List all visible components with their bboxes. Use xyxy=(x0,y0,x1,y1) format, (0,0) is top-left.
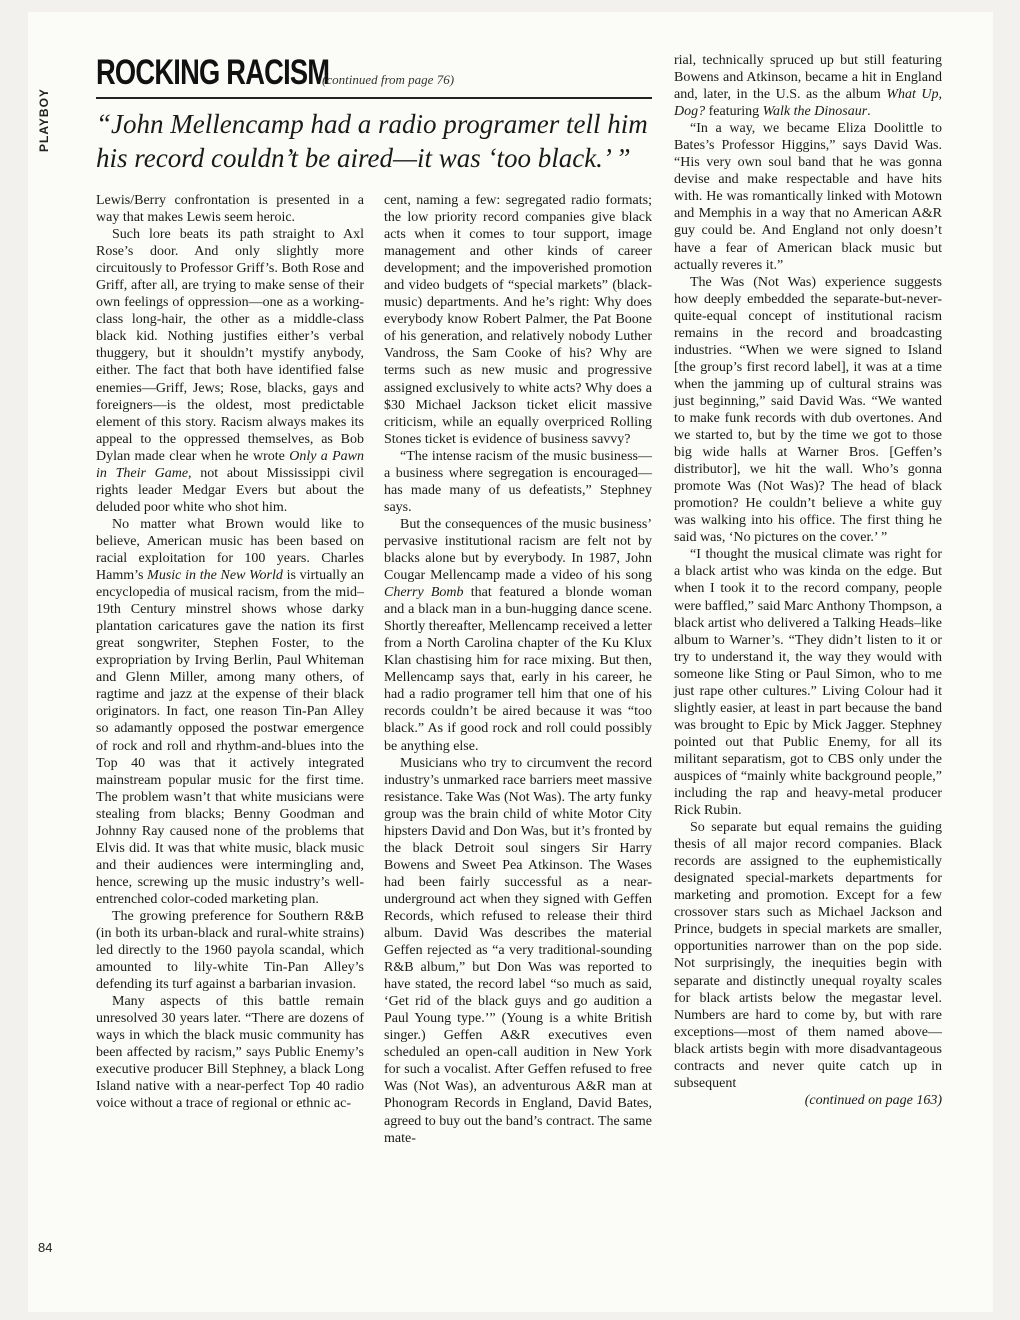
article-paragraph xyxy=(674,274,942,547)
italic-title-text: Walk the Dinosaur xyxy=(762,104,868,120)
paragraph-text: , not about Mississippi civil rights leader Medgar Evers but about the deluded poor white who shot him. xyxy=(96,465,364,515)
paragraph-text: But the consequences of the music business’ pervasive institutional racism are felt not by blacks alone but by everybody. In 1987, John Cougar Mellencamp made a video of his song xyxy=(384,516,652,584)
paragraph-text: that featured a blonde woman and a black man in a bun-hugging dance scene. Shortly thereafter, Mellencamp received a letter from a North Carolina chapter of the Ku Klux Klan chastising him for race mixing. But then, Mellencamp says that, early in his career, he had a radio programer tell him that one of his records couldn’t be aired because it was “too black.” As if good rock and roll could possibly be anything else. xyxy=(384,585,652,754)
italic-title-text: Cherry Bomb xyxy=(384,585,464,601)
article-paragraph xyxy=(96,908,364,993)
article-paragraph xyxy=(674,120,942,273)
paragraph-text: Lewis/Berry confrontation is presented in a way that makes Lewis seem heroic. xyxy=(96,193,364,226)
paragraph-text: So separate but equal remains the guiding thesis of all major record companies. Black records are assigned to the euphemistically designated special-markets departments for marketing and promotion. Except for a few crossover stars such as Michael Jackson and Prince, budgets in special markets are smaller, opportunities narrower than on the pop side. Not surprisingly, the inequities begin with separate and distinctly unequal royalty scales for black artists below the megastar level. Numbers are hard to come by, but with rare exceptions—most of them named above—black artists begin with more disadvantageous contracts and never quite catch up in subsequent xyxy=(674,820,942,1091)
text-column-3 xyxy=(674,52,942,1109)
magazine-name-vertical: PLAYBOY xyxy=(37,88,51,152)
paragraph-text: Many aspects of this battle remain unresolved 30 years later. “There are dozens of ways in which the black music community has been affected by racism,” says Public Enemy’s executive producer Bill Stephney, a black Long Island native with a near-perfect Top 40 radio voice without a trace of regional or ethnic ac- xyxy=(96,994,364,1112)
page-number: 84 xyxy=(38,1240,53,1255)
continued-from-note: (continued from page 76) xyxy=(322,72,455,87)
paragraph-text: Such lore beats its path straight to Axl Rose’s door. And only slightly more circuitously to Professor Griff’s. Both Rose and Griff, after all, are trying to make sense of their own feelings of oppression—one as a working-class long-hair, the other as a middle-class black kid. Nothing justifies either’s verbal thuggery, but it shouldn’t mystify anybody, either. The fact that both have identified false enemies—Griff, Jews; Rose, blacks, gays and foreigners—is the oldest, most predictable element of this story. Racism always makes its appeal to the oppressed themselves, as Bob Dylan made clear when he wrote xyxy=(96,227,364,464)
italic-title-text: What Up, Dog? xyxy=(674,87,942,120)
paragraph-text: rial, technically spruced up but still featuring Bowens and Atkinson, became a hit in England and, later, in the U.S. as the album xyxy=(674,53,942,103)
article-paragraph xyxy=(674,52,942,120)
pull-quote: “John Mellencamp had a radio programer tell him his record couldn’t be aired—it was ‘too black.’ ” xyxy=(96,109,648,173)
article-paragraph xyxy=(674,546,942,819)
paragraph-text: . xyxy=(867,104,871,120)
paragraph-text: is virtually an encyclopedia of musical racism, from the mid–19th Century minstrel shows whose darky plantation caricatures gave the nation its first great songwriter, Stephen Foster, to the expropriation by Irving Berlin, Paul Whiteman and Glenn Miller, among many others, of ragtime and jazz at the expense of their black originators. In fact, one reason Tin-Pan Alley so adamantly opposed the postwar emergence of rock and roll and rhythm-and-blues into the Top 40 was that it actively integrated mainstream popular music for the first time. The problem wasn’t that white musicians were stealing from blacks; Benny Goodman and Johnny Ray caused none of the problems that Elvis did. It was that white music, black music and their audiences were intermingling and, hence, screwing up the music industry’s well-entrenched color-coded marketing plan. xyxy=(96,568,364,907)
paragraph-text: “The intense racism of the music business—a business where segregation is encouraged—has made many of us defeatists,” Stephney says. xyxy=(384,448,652,515)
text-column-1 xyxy=(96,192,364,1113)
italic-title-text: Music in the New World xyxy=(147,568,283,584)
article-paragraph xyxy=(96,993,364,1112)
article-paragraph xyxy=(96,516,364,908)
paragraph-text: The Was (Not Was) experience suggests how deeply embedded the separate-but-never-quite-equal concept of institutional racism remains in the record and broadcasting industries. “When we were signed to Island [the group’s first record label], it was at a time when the jamming up of cultural strains was just beginning,” said David Was. “We wanted to make funk records with dub overtones. And we started to, but by the time we got to those big wide halls at Warner Bros. [Geffen’s distributor], we hit the wall. Who’s gonna promote Was (Not Was)? The head of black promotion? He couldn’t believe a white guy was walking into his office. The first thing he said was, ‘No pictures on the cover.’ ” xyxy=(674,274,942,546)
paragraph-text: “I thought the musical climate was right for a black artist who was kinda on the edge. But when I took it to the record company, people were baffled,” said Marc Anthony Thompson, a black artist who delivered a Talking Heads–like album to Warner’s. “They didn’t listen to it or try to understand it, the way they would with someone like Sting or Paul Simon, who to me just rape other cultures.” Living Colour had it slightly easier, at least in part because the band was brought to Epic by Mick Jagger. Stephney pointed out that Public Enemy, for all its militant separatism, got to CBS only under the auspices of “mainly white background people,” including the rap and heavy-metal producer Rick Rubin. xyxy=(674,547,942,819)
article-paragraph xyxy=(384,448,652,516)
text-column-2 xyxy=(384,192,652,1147)
paragraph-text: Musicians who try to circumvent the record industry’s unmarked race barriers meet massive resistance. Take Was (Not Was). The arty funky group was the brain child of white Motor City hipsters David and Don Was, but it’s fronted by the black Detroit soul singers Sir Harry Bowens and Sweet Pea Atkinson. The Wases had been fairly successful as a near-underground act when they signed with Geffen Records, which refused to release their third album. David Was describes the material Geffen rejected as “a very traditional-sounding R&B album,” but Don Was was reported to have stated, the record label “so much as said, ‘Get rid of the black guys and go audition a Paul Young type.’” (Young is a white British singer.) Geffen A&R executives even scheduled an open-call audition in New York for such a vocalist. After Geffen refused to free Was (Not Was), an adventurous A&R man at Phonogram Records in England, David Bates, agreed to buy out the band’s contract. The same mate- xyxy=(384,755,652,1146)
article-paragraph xyxy=(384,755,652,1147)
paragraph-text: The growing preference for Southern R&B (in both its urban-black and rural-white strains) led directly to the 1960 payola scandal, which amounted to lily-white Tin-Pan Alley’s defending its turf against a barbarian invasion. xyxy=(96,908,364,993)
article-paragraph xyxy=(674,819,942,1092)
paragraph-text: “In a way, we became Eliza Doolittle to Bates’s Professor Higgins,” says David Was. “His very own soul band that he was gonna devise and make respectable and have hits with. He was romantically linked with Motown and Memphis in a way that no American A&R guy could be. And England not only doesn’t have a fear of American black music but actually reveres it.” xyxy=(674,121,942,273)
continued-on-note: (continued on page 163) xyxy=(804,1092,942,1108)
paragraph-text: No matter what Brown would like to believe, American music has been based on racial exploitation for 100 years. Charles Hamm’s xyxy=(96,516,364,584)
paragraph-text: featuring xyxy=(705,104,763,120)
title-rule xyxy=(96,97,652,99)
article-paragraph xyxy=(96,192,364,226)
italic-title-text: Only a Pawn in Their Game xyxy=(96,448,364,481)
article-title: ROCKING RACISM xyxy=(96,53,330,92)
article-paragraph xyxy=(96,226,364,516)
paragraph-text: cent, naming a few: segregated radio formats; the low priority record companies give black acts when it comes to tour support, image management and other kinds of career development; and the impoverished promotion and video budgets of “special markets” (black-music) departments. And he’s right: Why does everybody know Robert Palmer, the Pat Boone of his generation, and relatively nobody Luther Vandross, the Sam Cooke of his? Why are terms such as new music and progressive assigned exclusively to white acts? Why does a $30 Michael Jackson ticket elicit massive criticism, while an equally overpriced Rolling Stones ticket is evidence of business savvy? xyxy=(384,193,652,447)
article-paragraph xyxy=(384,516,652,755)
article-paragraph xyxy=(384,192,652,448)
